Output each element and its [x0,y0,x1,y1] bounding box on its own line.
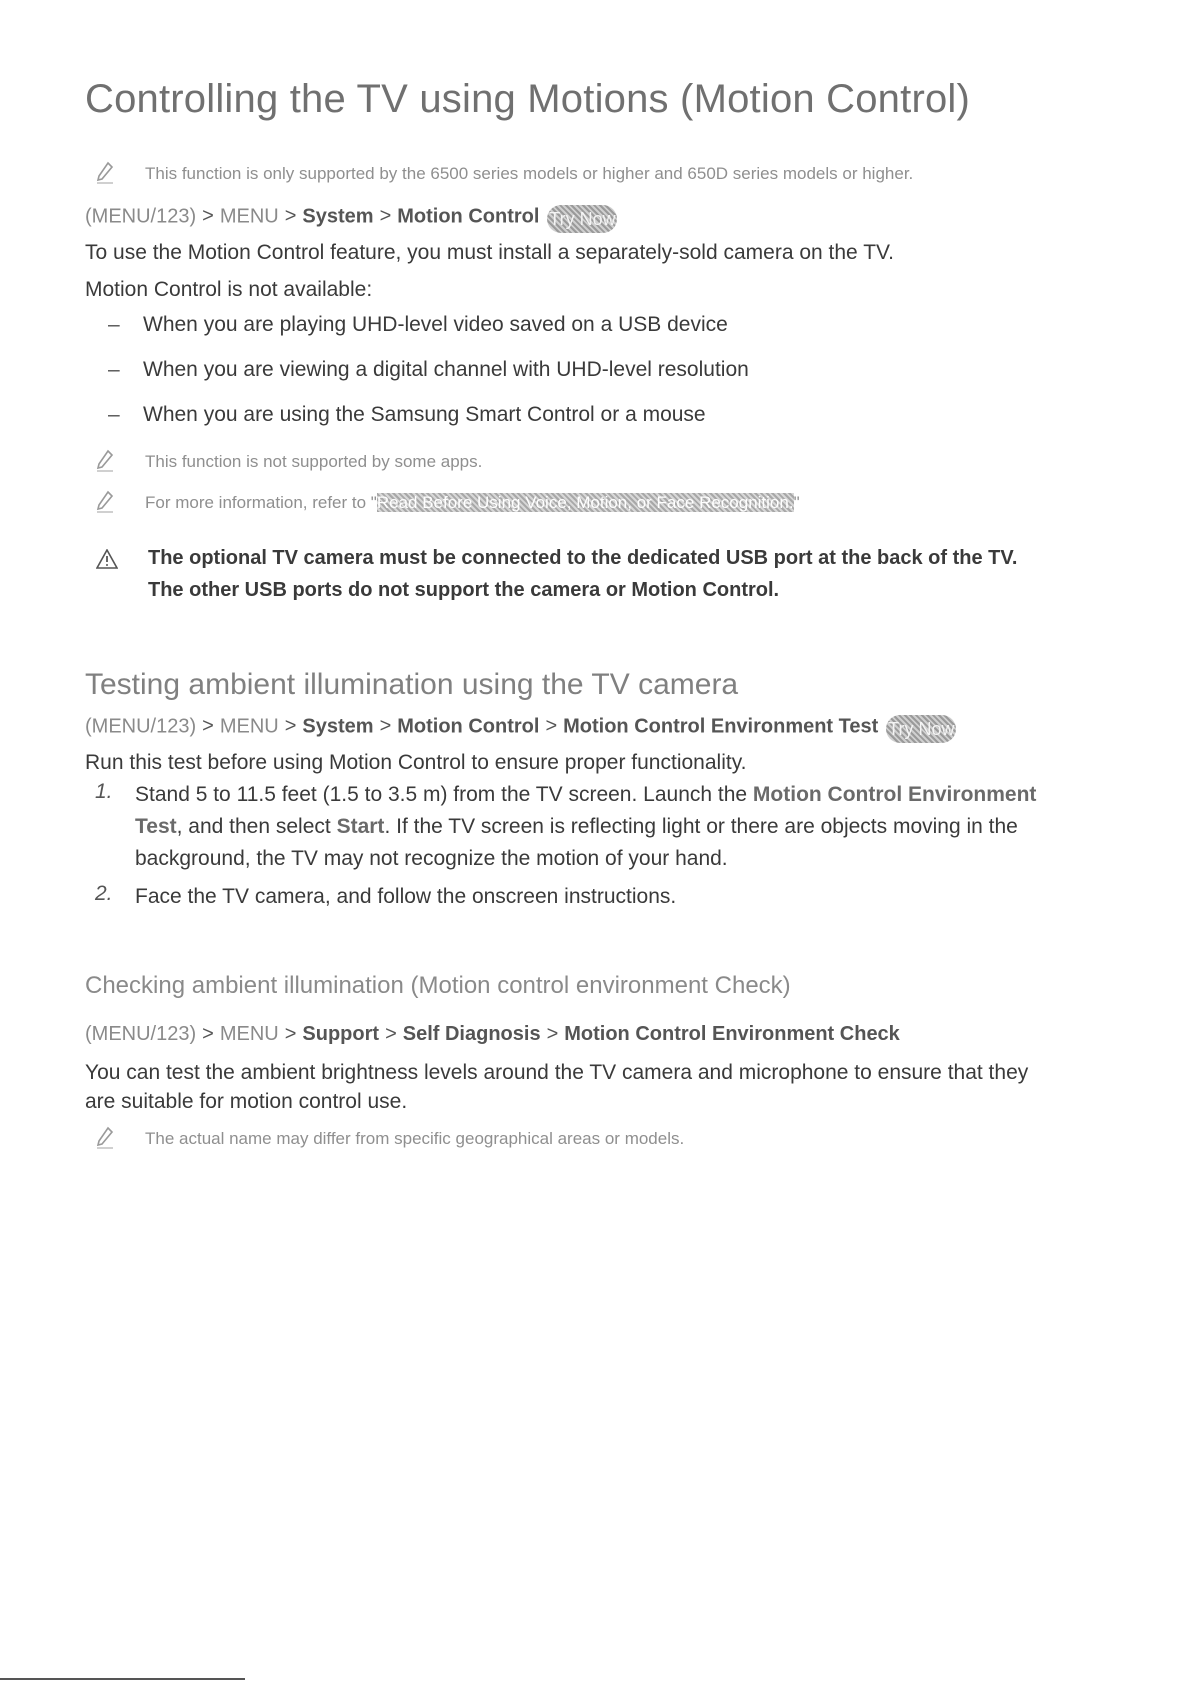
bullet-dash: – [108,403,120,426]
path-system: System [302,715,374,738]
path-system: System [302,205,374,228]
path-menu123: (MENU/123) [85,715,197,738]
path-environment-check: Motion Control Environment Check [564,1023,900,1045]
note-text: This function is not supported by some apps. [145,452,483,471]
section3-text-line-1: You can test the ambient brightness levels around the TV camera and microphone to ensure that they [85,1061,1029,1084]
step-text: Stand 5 to 11.5 feet (1.5 to 3.5 m) from the TV screen. Launch the [135,783,753,806]
bullet-dash: – [108,358,120,381]
bullet-text: When you are viewing a digital channel with UHD-level resolution [143,358,749,381]
note-text: The actual name may differ from specific geographical areas or models. [145,1129,685,1148]
path-separator: > [284,1023,297,1045]
path-self-diagnosis: Self Diagnosis [402,1023,541,1045]
page-title: Controlling the TV using Motions (Motion Control) [85,77,971,121]
not-available-text: Motion Control is not available: [85,278,373,301]
step-text: , and then select [176,815,337,838]
path-separator: > [284,715,297,738]
caution-line-1: The optional TV camera must be connected to the dedicated USB port at the back of the TV. [148,547,1018,569]
caution-line-2: The other USB ports do not support the camera or Motion Control. [148,579,780,601]
menu-path [85,1023,900,1046]
section-title-checking: Checking ambient illumination (Motion control environment Check) [85,972,791,999]
start-term: Start [336,815,385,838]
intro-text: To use the Motion Control feature, you must install a separately-sold camera on the TV. [85,241,894,264]
step-2-text: Face the TV camera, and follow the onscreen instructions. [135,885,677,908]
step-number: 2. [95,882,113,905]
path-menu123: (MENU/123) [85,1023,197,1045]
step-text: . If the TV screen is reflecting light or there are objects moving in the [384,815,1018,838]
path-separator: > [202,715,214,738]
path-separator: > [385,1023,397,1045]
path-separator: > [202,205,214,228]
path-separator: > [284,205,297,228]
step-1 [95,780,1095,875]
path-motion-control: Motion Control [397,205,540,228]
section3-text-line-2: are suitable for motion control use. [85,1090,408,1113]
path-menu: MENU [219,715,279,738]
test-term: Test [135,815,177,838]
bullet-text: When you are playing UHD-level video saved on a USB device [143,313,728,336]
path-menu: MENU [219,205,279,228]
footer-rule [0,1678,245,1680]
try-now-button[interactable]: Try Now [547,205,617,233]
step-1-line-2 [135,812,1018,842]
path-separator: > [379,205,392,228]
pencil-note-icon [95,490,115,514]
try-now-button[interactable]: Try Now [886,715,956,743]
step-1-line-3: background, the TV may not recognize the motion of your hand. [135,847,728,870]
step-2 [95,882,1095,912]
path-motion-control: Motion Control [397,715,540,738]
warning-icon [96,549,118,569]
pencil-note-icon [95,161,115,185]
path-separator: > [545,715,558,738]
step-1-line-1 [135,780,1036,810]
note-suffix: " [793,493,800,512]
path-environment-test: Motion Control Environment Test [563,715,879,738]
path-separator: > [379,715,392,738]
path-separator: > [202,1023,214,1045]
pencil-note-icon [95,1126,115,1150]
pencil-note-icon [95,449,115,473]
note-prefix: For more information, refer to " [145,493,377,512]
bullet-text: When you are using the Samsung Smart Control or a mouse [143,403,706,426]
path-menu: MENU [219,1023,279,1045]
note-text: This function is only supported by the 6500 series models or higher and 650D series models or higher. [145,164,914,183]
path-support: Support [302,1023,380,1045]
menu-path [85,203,617,231]
path-menu123: (MENU/123) [85,205,197,228]
step-number: 1. [95,780,113,803]
read-before-link[interactable]: Read Before Using Voice, Motion, or Face Recognition. [376,493,794,512]
section2-intro: Run this test before using Motion Control to ensure proper functionality. [85,751,747,774]
motion-control-environment-term: Motion Control Environment [752,783,1037,806]
bullet-dash: – [108,313,120,336]
caution-block [96,547,1096,617]
menu-path [85,713,956,741]
section-title-testing: Testing ambient illumination using the TV camera [85,668,739,701]
path-separator: > [546,1023,559,1045]
